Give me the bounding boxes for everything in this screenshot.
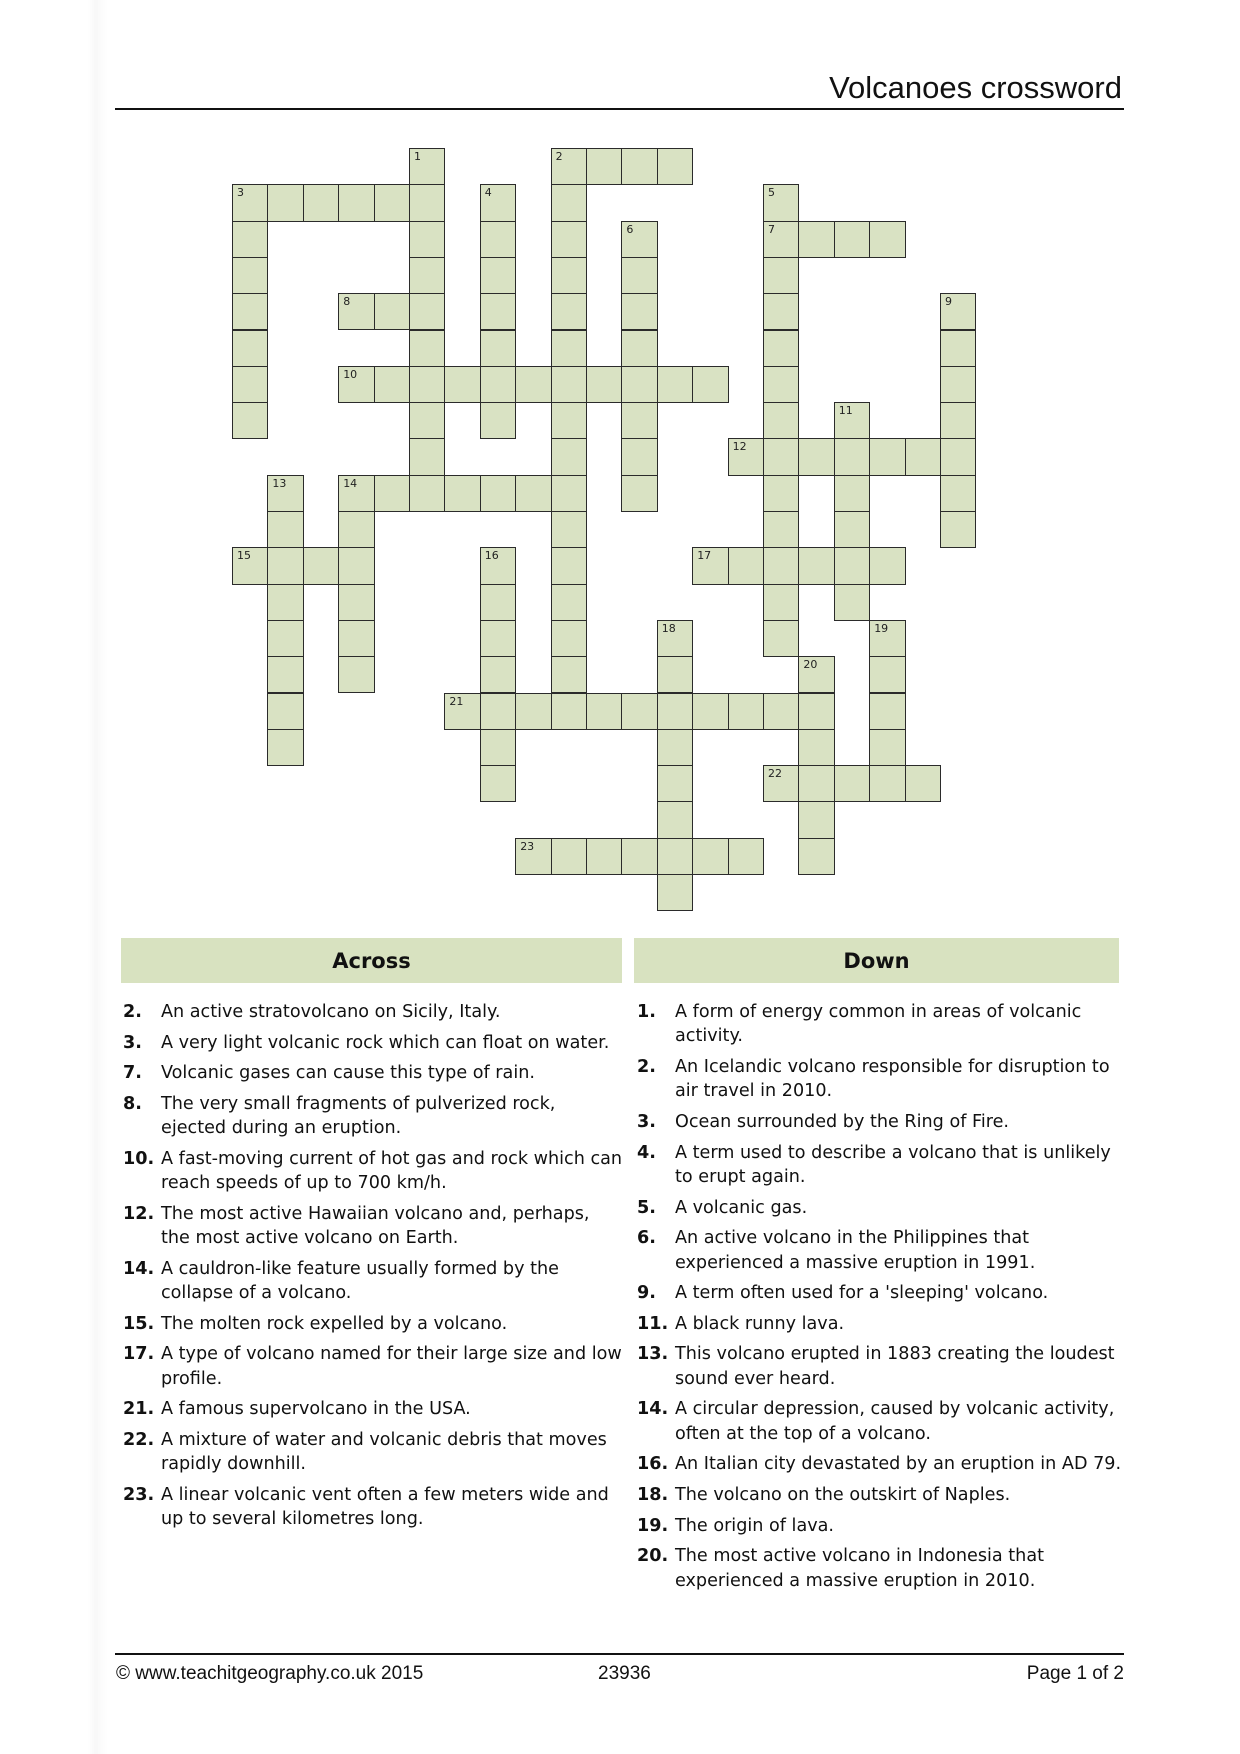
clue-number-label: 1 xyxy=(414,150,421,163)
crossword-cell[interactable] xyxy=(798,221,834,258)
down-clue xyxy=(637,1544,1124,1593)
crossword-cell[interactable] xyxy=(905,438,941,475)
crossword-cell[interactable] xyxy=(621,330,657,367)
crossword-cell[interactable] xyxy=(267,620,303,657)
crossword-cell[interactable] xyxy=(798,693,834,730)
clue-number: 6. xyxy=(637,1228,656,1249)
crossword-cell[interactable] xyxy=(798,838,834,875)
crossword-cell[interactable] xyxy=(869,765,905,802)
across-clue xyxy=(123,1092,623,1141)
crossword-cell[interactable] xyxy=(267,584,303,621)
crossword-cell[interactable] xyxy=(940,475,976,512)
page-edge-shading xyxy=(88,0,108,1754)
crossword-cell[interactable] xyxy=(869,693,905,730)
across-clue-list xyxy=(123,1000,623,1538)
crossword-cell[interactable] xyxy=(728,838,764,875)
crossword-cell[interactable] xyxy=(692,366,728,403)
clue-number: 2. xyxy=(637,1057,656,1077)
crossword-cell[interactable] xyxy=(267,184,303,221)
clue-number: 19. xyxy=(637,1515,669,1536)
crossword-cell[interactable] xyxy=(798,729,834,766)
crossword-cell[interactable] xyxy=(834,221,870,258)
clue-number-label: 4 xyxy=(484,186,492,200)
clue-number-label: 5 xyxy=(768,186,775,200)
crossword-cell[interactable] xyxy=(763,511,799,548)
crossword-cell[interactable] xyxy=(480,366,516,403)
down-clue xyxy=(637,1514,1124,1538)
crossword-cell[interactable] xyxy=(551,221,587,258)
crossword-cell[interactable] xyxy=(692,838,728,875)
crossword-cell[interactable] xyxy=(267,475,303,512)
clue-text: The origin of lava. xyxy=(675,1515,835,1536)
crossword-cell[interactable] xyxy=(657,366,693,403)
clue-number: 10. xyxy=(123,1148,155,1169)
crossword-cell[interactable] xyxy=(338,184,374,221)
clue-number: 1. xyxy=(637,1002,656,1022)
crossword-cell[interactable] xyxy=(763,257,799,294)
crossword-cell[interactable] xyxy=(869,438,905,475)
crossword-cell[interactable] xyxy=(586,148,622,185)
crossword-cell[interactable] xyxy=(480,184,516,221)
clue-text: A black runny lava. xyxy=(675,1313,845,1334)
crossword-cell[interactable] xyxy=(621,838,657,875)
clue-number: 14. xyxy=(637,1399,669,1420)
crossword-cell[interactable] xyxy=(940,402,976,439)
crossword-cell[interactable] xyxy=(763,366,799,403)
crossword-cell[interactable] xyxy=(444,475,480,512)
crossword-cell[interactable] xyxy=(232,547,268,584)
clue-number-label: 3 xyxy=(237,186,244,200)
crossword-cell[interactable] xyxy=(657,874,693,911)
crossword-cell[interactable] xyxy=(374,366,410,403)
crossword-cell[interactable] xyxy=(728,693,764,730)
crossword-cell[interactable] xyxy=(303,547,339,584)
crossword-cell[interactable] xyxy=(409,402,445,439)
clue-text: An active stratovolcano on Sicily, Italy. xyxy=(161,1002,501,1022)
crossword-cell[interactable] xyxy=(657,620,693,657)
clue-number: 5. xyxy=(637,1197,656,1218)
clue-text: The most active Hawaiian volcano and, perhaps, the most active volcano on Earth. xyxy=(161,1203,590,1249)
down-clue xyxy=(637,1000,1124,1049)
crossword-cell[interactable] xyxy=(551,330,587,367)
clue-number-label: 11 xyxy=(838,404,853,418)
crossword-cell[interactable] xyxy=(409,148,445,185)
clue-text: A fast-moving current of hot gas and rock which can reach speeds of up to 700 km/h. xyxy=(161,1148,623,1194)
crossword-cell[interactable] xyxy=(338,584,374,621)
clue-text: A famous supervolcano in the USA. xyxy=(161,1399,471,1420)
crossword-cell[interactable] xyxy=(728,438,764,475)
header-divider xyxy=(115,108,1124,110)
crossword-cell[interactable] xyxy=(374,293,410,330)
footer-copyright: © www.teachitgeography.co.uk 2015 xyxy=(116,1663,424,1684)
clue-text: A very light volcanic rock which can float on water. xyxy=(161,1032,610,1053)
crossword-cell[interactable] xyxy=(338,656,374,693)
crossword-cell[interactable] xyxy=(267,511,303,548)
clue-text: Volcanic gases can cause this type of rain. xyxy=(161,1063,535,1084)
clue-number-label: 2 xyxy=(555,150,563,163)
clue-number: 22. xyxy=(123,1429,155,1450)
clue-text: A linear volcanic vent often a few meters wide and up to several kilometres long. xyxy=(161,1484,609,1530)
crossword-cell[interactable] xyxy=(834,438,870,475)
down-clue-list xyxy=(637,1000,1124,1599)
clue-text: This volcano erupted in 1883 creating the loudest sound ever heard. xyxy=(675,1344,1115,1389)
down-clue xyxy=(637,1397,1124,1446)
down-clue xyxy=(637,1342,1124,1391)
clue-number: 18. xyxy=(637,1484,669,1505)
across-clue xyxy=(123,1061,623,1085)
crossword-cell[interactable] xyxy=(869,547,905,584)
clue-number: 14. xyxy=(123,1258,155,1279)
clue-number-label: 21 xyxy=(449,694,464,708)
clue-number: 11. xyxy=(637,1313,669,1334)
crossword-cell[interactable] xyxy=(551,293,587,330)
down-clue xyxy=(637,1281,1124,1305)
across-clue xyxy=(123,1000,623,1024)
crossword-cell[interactable] xyxy=(480,656,516,693)
crossword-cell[interactable] xyxy=(621,148,657,185)
crossword-cell[interactable] xyxy=(551,475,587,512)
crossword-cell[interactable] xyxy=(869,729,905,766)
crossword-cell[interactable] xyxy=(338,475,374,512)
crossword-cell[interactable] xyxy=(763,438,799,475)
crossword-cell[interactable] xyxy=(551,257,587,294)
crossword-cell[interactable] xyxy=(480,257,516,294)
clue-number-label: 12 xyxy=(732,440,747,454)
crossword-cell[interactable] xyxy=(798,801,834,838)
crossword-cell[interactable] xyxy=(551,584,587,621)
crossword-cell[interactable] xyxy=(338,293,374,330)
crossword-cell[interactable] xyxy=(834,402,870,439)
crossword-cell[interactable] xyxy=(551,838,587,875)
across-clue xyxy=(123,1257,623,1306)
page-title: Volcanoes crossword xyxy=(829,70,1122,105)
crossword-cell[interactable] xyxy=(267,547,303,584)
across-clue xyxy=(123,1312,623,1336)
footer-divider xyxy=(115,1653,1124,1655)
clue-number: 21. xyxy=(123,1399,155,1420)
crossword-cell[interactable] xyxy=(834,475,870,512)
crossword-cell[interactable] xyxy=(232,366,268,403)
clue-text: The molten rock expelled by a volcano. xyxy=(161,1313,508,1334)
crossword-cell[interactable] xyxy=(940,293,976,330)
down-clue xyxy=(637,1483,1124,1507)
clue-text: Ocean surrounded by the Ring of Fire. xyxy=(675,1112,1009,1132)
crossword-cell[interactable] xyxy=(515,838,551,875)
clue-number-label: 9 xyxy=(945,295,952,309)
clue-number: 20. xyxy=(637,1546,669,1567)
crossword-grid xyxy=(232,148,1012,928)
crossword-cell[interactable] xyxy=(551,547,587,584)
crossword-cell[interactable] xyxy=(551,148,587,185)
crossword-cell[interactable] xyxy=(480,693,516,730)
across-clue xyxy=(123,1202,623,1251)
crossword-cell[interactable] xyxy=(657,801,693,838)
clue-number-label: 19 xyxy=(874,621,889,635)
across-clue xyxy=(123,1342,623,1391)
crossword-cell[interactable] xyxy=(551,693,587,730)
crossword-cell[interactable] xyxy=(834,511,870,548)
crossword-cell[interactable] xyxy=(480,729,516,766)
clue-number-label: 23 xyxy=(520,839,535,853)
clue-text: A volcanic gas. xyxy=(675,1197,808,1218)
crossword-cell[interactable] xyxy=(374,184,410,221)
clue-number: 3. xyxy=(637,1112,656,1132)
crossword-cell[interactable] xyxy=(480,402,516,439)
crossword-cell[interactable] xyxy=(586,838,622,875)
crossword-cell[interactable] xyxy=(728,547,764,584)
clue-number: 17. xyxy=(123,1344,155,1365)
crossword-cell[interactable] xyxy=(374,475,410,512)
clue-text: A circular depression, caused by volcanic activity, often at the top of a volcano. xyxy=(675,1399,1115,1444)
clue-number-label: 10 xyxy=(343,367,358,381)
across-clue xyxy=(123,1428,623,1477)
clue-number: 3. xyxy=(123,1032,142,1053)
clue-number: 9. xyxy=(637,1283,656,1304)
down-clue xyxy=(637,1452,1124,1476)
crossword-cell[interactable] xyxy=(940,330,976,367)
across-clue xyxy=(123,1483,623,1532)
crossword-cell[interactable] xyxy=(480,330,516,367)
clue-number: 15. xyxy=(123,1313,155,1334)
crossword-cell[interactable] xyxy=(657,693,693,730)
clue-number-label: 18 xyxy=(661,621,676,635)
clue-text: An active volcano in the Philippines that experienced a massive eruption in 1991. xyxy=(675,1228,1036,1273)
crossword-cell[interactable] xyxy=(621,693,657,730)
crossword-cell[interactable] xyxy=(267,729,303,766)
crossword-cell[interactable] xyxy=(940,511,976,548)
crossword-cell[interactable] xyxy=(515,366,551,403)
crossword-cell[interactable] xyxy=(621,475,657,512)
crossword-cell[interactable] xyxy=(551,184,587,221)
clue-number-label: 7 xyxy=(768,222,775,236)
crossword-cell[interactable] xyxy=(763,620,799,657)
clue-text: An Icelandic volcano responsible for disruption to air travel in 2010. xyxy=(675,1057,1110,1102)
clue-number: 23. xyxy=(123,1484,155,1505)
crossword-cell[interactable] xyxy=(409,293,445,330)
crossword-cell[interactable] xyxy=(409,221,445,258)
crossword-cell[interactable] xyxy=(480,584,516,621)
crossword-cell[interactable] xyxy=(551,656,587,693)
crossword-cell[interactable] xyxy=(232,257,268,294)
crossword-cell[interactable] xyxy=(409,257,445,294)
across-clue xyxy=(123,1397,623,1421)
crossword-cell[interactable] xyxy=(692,547,728,584)
crossword-cell[interactable] xyxy=(621,402,657,439)
crossword-cell[interactable] xyxy=(267,693,303,730)
crossword-cell[interactable] xyxy=(338,547,374,584)
crossword-cell[interactable] xyxy=(480,475,516,512)
crossword-cell[interactable] xyxy=(763,184,799,221)
clue-number: 4. xyxy=(637,1142,656,1163)
crossword-cell[interactable] xyxy=(657,765,693,802)
crossword-cell[interactable] xyxy=(657,656,693,693)
crossword-cell[interactable] xyxy=(798,547,834,584)
crossword-cell[interactable] xyxy=(551,366,587,403)
clue-number-label: 6 xyxy=(626,222,634,236)
crossword-cell[interactable] xyxy=(515,693,551,730)
crossword-cell[interactable] xyxy=(798,765,834,802)
crossword-cell[interactable] xyxy=(586,693,622,730)
clue-number: 13. xyxy=(637,1344,669,1365)
down-clue xyxy=(637,1141,1124,1190)
crossword-cell[interactable] xyxy=(940,438,976,475)
crossword-cell[interactable] xyxy=(232,330,268,367)
crossword-cell[interactable] xyxy=(409,438,445,475)
across-heading: Across xyxy=(121,938,622,983)
crossword-cell[interactable] xyxy=(444,366,480,403)
crossword-cell[interactable] xyxy=(551,511,587,548)
clue-number: 16. xyxy=(637,1454,669,1475)
crossword-cell[interactable] xyxy=(232,184,268,221)
clue-text: A cauldron-like feature usually formed by the collapse of a volcano. xyxy=(161,1258,559,1304)
crossword-cell[interactable] xyxy=(480,765,516,802)
crossword-cell[interactable] xyxy=(905,765,941,802)
crossword-cell[interactable] xyxy=(232,221,268,258)
clue-text: A term often used for a 'sleeping' volcano. xyxy=(675,1283,1049,1304)
crossword-cell[interactable] xyxy=(869,656,905,693)
crossword-cell[interactable] xyxy=(586,366,622,403)
crossword-cell[interactable] xyxy=(409,184,445,221)
clue-number: 12. xyxy=(123,1203,155,1224)
crossword-cell[interactable] xyxy=(409,475,445,512)
crossword-cell[interactable] xyxy=(763,765,799,802)
clue-number: 2. xyxy=(123,1002,142,1022)
crossword-cell[interactable] xyxy=(621,221,657,258)
crossword-cell[interactable] xyxy=(621,257,657,294)
clue-number-label: 17 xyxy=(697,549,712,563)
crossword-cell[interactable] xyxy=(657,729,693,766)
crossword-cell[interactable] xyxy=(267,656,303,693)
crossword-cell[interactable] xyxy=(338,511,374,548)
crossword-cell[interactable] xyxy=(657,148,693,185)
clue-number: 7. xyxy=(123,1063,142,1084)
clue-number-label: 14 xyxy=(343,476,358,490)
down-heading: Down xyxy=(634,938,1119,983)
crossword-cell[interactable] xyxy=(409,330,445,367)
across-clue xyxy=(123,1031,623,1055)
down-clue xyxy=(637,1312,1124,1336)
crossword-cell[interactable] xyxy=(551,402,587,439)
clue-text: A mixture of water and volcanic debris that moves rapidly downhill. xyxy=(161,1429,607,1475)
down-clue xyxy=(637,1196,1124,1220)
clue-number-label: 20 xyxy=(803,658,818,672)
clue-text: A form of energy common in areas of volcanic activity. xyxy=(675,1002,1082,1047)
clue-number-label: 8 xyxy=(343,295,351,309)
clue-text: The volcano on the outskirt of Naples. xyxy=(675,1484,1011,1505)
clue-number: 8. xyxy=(123,1093,142,1114)
down-clue xyxy=(637,1055,1124,1104)
footer-doc-id: 23936 xyxy=(598,1663,651,1684)
crossword-cell[interactable] xyxy=(621,293,657,330)
crossword-cell[interactable] xyxy=(480,293,516,330)
crossword-cell[interactable] xyxy=(657,838,693,875)
crossword-cell[interactable] xyxy=(763,330,799,367)
crossword-cell[interactable] xyxy=(232,402,268,439)
clue-number-label: 16 xyxy=(484,549,499,563)
crossword-cell[interactable] xyxy=(480,547,516,584)
crossword-cell[interactable] xyxy=(763,293,799,330)
clue-number-label: 13 xyxy=(272,476,287,490)
crossword-cell[interactable] xyxy=(692,693,728,730)
crossword-cell[interactable] xyxy=(480,221,516,258)
crossword-cell[interactable] xyxy=(869,221,905,258)
crossword-cell[interactable] xyxy=(551,620,587,657)
clue-text: A type of volcano named for their large size and low profile. xyxy=(161,1344,622,1389)
crossword-cell[interactable] xyxy=(515,475,551,512)
clue-text: The very small fragments of pulverized rock, ejected during an eruption. xyxy=(161,1093,556,1139)
clue-number-label: 22 xyxy=(768,767,782,781)
crossword-cell[interactable] xyxy=(480,620,516,657)
crossword-cell[interactable] xyxy=(763,475,799,512)
crossword-cell[interactable] xyxy=(409,366,445,403)
crossword-cell[interactable] xyxy=(940,366,976,403)
crossword-cell[interactable] xyxy=(338,366,374,403)
crossword-cell[interactable] xyxy=(551,438,587,475)
crossword-cell[interactable] xyxy=(763,547,799,584)
footer-page-number: Page 1 of 2 xyxy=(1026,1663,1124,1684)
across-clue xyxy=(123,1147,623,1196)
crossword-cell[interactable] xyxy=(763,402,799,439)
crossword-cell[interactable] xyxy=(444,693,480,730)
crossword-cell[interactable] xyxy=(834,547,870,584)
crossword-cell[interactable] xyxy=(621,438,657,475)
down-clue xyxy=(637,1226,1124,1275)
crossword-cell[interactable] xyxy=(763,693,799,730)
crossword-cell[interactable] xyxy=(834,765,870,802)
down-clue xyxy=(637,1110,1124,1134)
clue-text: An Italian city devastated by an eruption in AD 79. xyxy=(675,1454,1122,1475)
crossword-cell[interactable] xyxy=(621,366,657,403)
crossword-cell[interactable] xyxy=(303,184,339,221)
crossword-cell[interactable] xyxy=(763,221,799,258)
clue-text: A term used to describe a volcano that is unlikely to erupt again. xyxy=(675,1142,1111,1187)
crossword-cell[interactable] xyxy=(232,293,268,330)
crossword-cell[interactable] xyxy=(763,584,799,621)
crossword-cell[interactable] xyxy=(798,438,834,475)
crossword-cell[interactable] xyxy=(869,620,905,657)
crossword-cell[interactable] xyxy=(834,584,870,621)
crossword-cell[interactable] xyxy=(338,620,374,657)
crossword-cell[interactable] xyxy=(798,656,834,693)
clue-text: The most active volcano in Indonesia that experienced a massive eruption in 2010. xyxy=(675,1546,1045,1591)
clue-number-label: 15 xyxy=(237,549,251,563)
